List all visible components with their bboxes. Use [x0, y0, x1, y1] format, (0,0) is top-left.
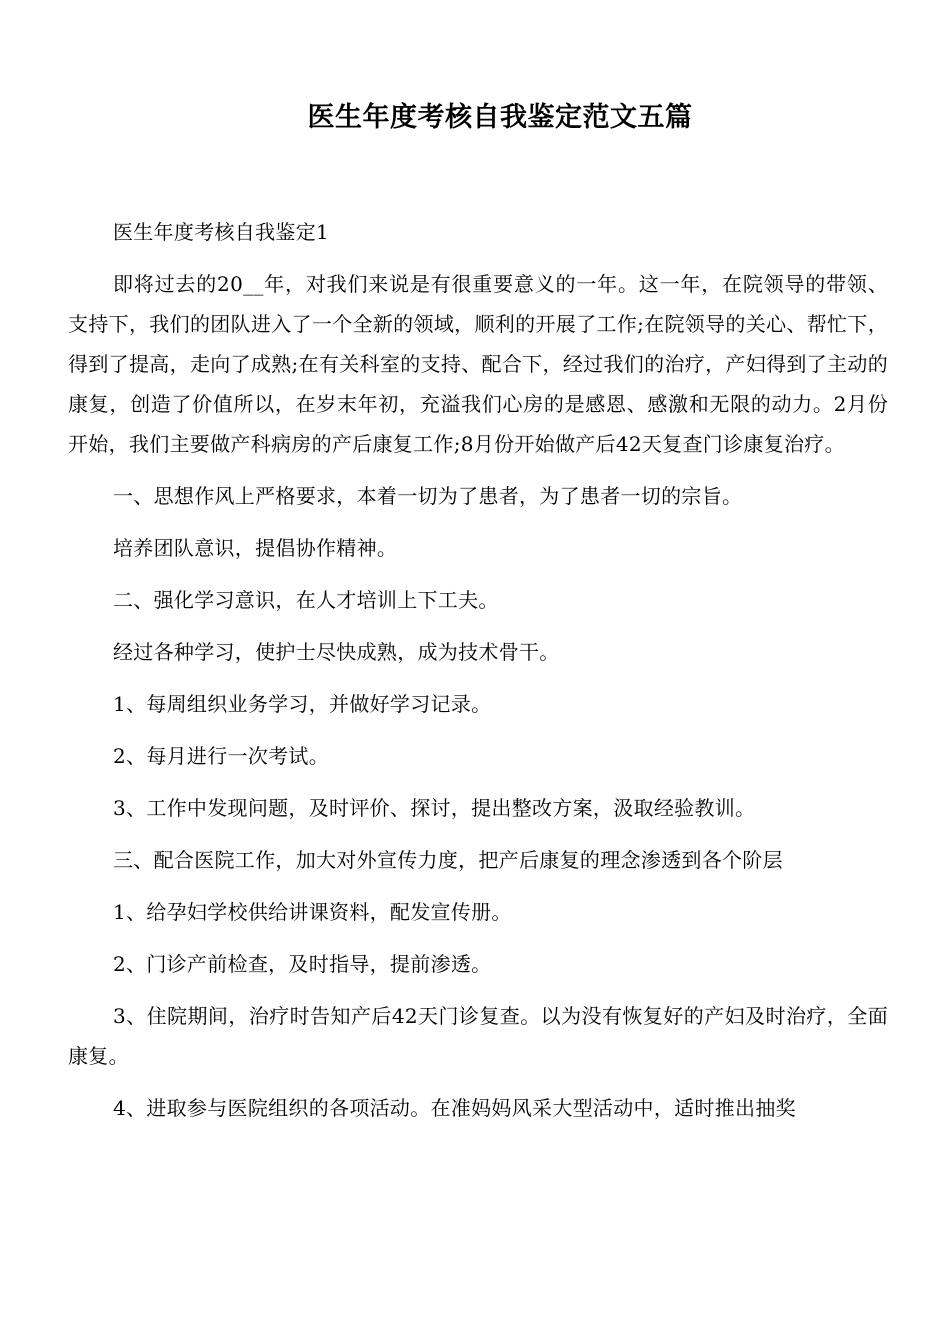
- section-heading: 医生年度考核自我鉴定1: [113, 220, 330, 244]
- paragraph: 一、思想作风上严格要求，本着一切为了患者，为了患者一切的宗旨。: [113, 484, 743, 508]
- document-title: 医生年度考核自我鉴定范文五篇: [307, 102, 693, 133]
- list-item: 2、每月进行一次考试。: [113, 744, 330, 768]
- document-body: [68, 212, 888, 1140]
- paragraph: 培养团队意识，提倡协作精神。: [113, 536, 398, 560]
- list-item: 1、每周组织业务学习，并做好学习记录。: [113, 692, 492, 716]
- paragraph: 即将过去的20__年，对我们来说是有很重要意义的一年。这一年，在院领导的带领、支持下，我们的团队进入了一个全新的领域，顺利的开展了工作;在院领导的关心、帮忙下，得到了提高，走向了成熟;在有关科室的支持、配合下，经过我们的治疗，产妇得到了主动的康复，创造了价值所以，在岁末年初，充溢我们心房的是感恩、感激和无限的动力。2月份开始，我们主要做产科病房的产后康复工作;8月份开始做产后42天复查门诊康复治疗。: [68, 272, 888, 456]
- list-item: 4、进取参与医院组织的各项活动。在准妈妈风采大型活动中，适时推出抽奖: [113, 1096, 796, 1120]
- list-item: 1、给孕妇学校供给讲课资料，配发宣传册。: [113, 900, 512, 924]
- list-item: 3、工作中发现问题，及时评价、探讨，提出整改方案，汲取经验教训。: [113, 796, 756, 820]
- list-item: 2、门诊产前检查，及时指导，提前渗透。: [113, 952, 492, 976]
- paragraph: 经过各种学习，使护士尽快成熟，成为技术骨干。: [113, 640, 560, 664]
- paragraph: 三、配合医院工作，加大对外宣传力度，把产后康复的理念渗透到各个阶层: [113, 848, 783, 872]
- list-item: 3、住院期间，治疗时告知产后42天门诊复查。以为没有恢复好的产妇及时治疗，全面康复。: [68, 1004, 888, 1068]
- paragraph: 二、强化学习意识，在人才培训上下工夫。: [113, 588, 499, 612]
